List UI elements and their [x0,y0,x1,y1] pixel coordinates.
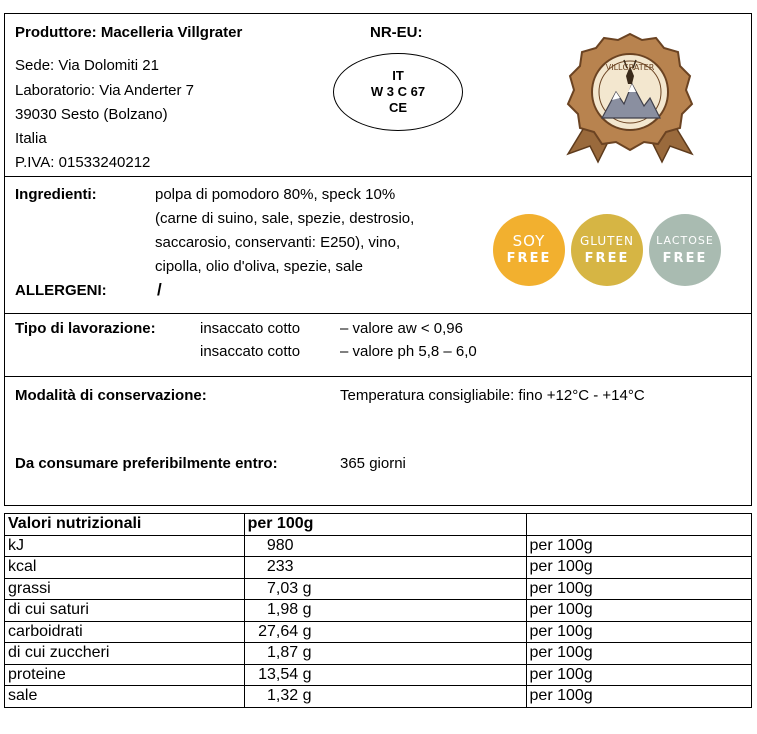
eu-identification-oval [333,53,463,131]
nutrient-unit: per 100g [526,557,751,579]
nutrient-unit: per 100g [526,686,751,708]
processing-label: Tipo di lavorazione: [15,320,156,337]
table-row [5,557,752,579]
address-laboratorio: Laboratorio: Via Anderter 7 [15,82,195,99]
nutrient-name: grassi [5,578,245,600]
storage-label: Modalità di conservazione: [15,387,207,404]
processing-value: – valore aw < 0,96 [340,320,463,337]
nutrient-name: di cui zuccheri [5,643,245,665]
nutrition-header-row [5,514,752,536]
producer-section [5,14,751,177]
nutrient-name: carboidrati [5,621,245,643]
nutrition-header-empty [526,514,751,536]
nutrient-name: sale [5,686,245,708]
nutrient-value: 7,03 g [244,578,526,600]
best-before-label: Da consumare preferibilmente entro: [15,455,278,472]
allergens-value: / [157,280,162,299]
address-city: 39030 Sesto (Bolzano) [15,106,168,123]
nutrient-name: proteine [5,664,245,686]
nutrient-unit: per 100g [526,664,751,686]
table-row [5,621,752,643]
oval-code: W 3 C 67 [370,84,426,99]
nutrition-header-per100: per 100g [244,514,526,536]
logo-text: VILLGRATER [605,63,655,72]
nutrient-unit: per 100g [526,535,751,557]
address-sede: Sede: Via Dolomiti 21 [15,57,159,74]
gluten-free-bottom: FREE [584,251,630,266]
ingredients-line: cipolla, olio d'oliva, spezie, sale [155,258,363,275]
nutrition-header-name: Valori nutrizionali [5,514,245,536]
producer-name: Produttore: Macelleria Villgrater [15,24,243,41]
oval-country: IT [392,68,404,83]
nutrient-name: kcal [5,557,245,579]
nutrient-unit: per 100g [526,578,751,600]
oval-ce: CE [388,100,408,115]
nutrient-unit: per 100g [526,600,751,622]
nutrient-value: 1,32 g [244,686,526,708]
processing-value: – valore ph 5,8 – 6,0 [340,343,477,360]
vat-number: P.IVA: 01533240212 [15,154,151,171]
nutrient-name: kJ [5,535,245,557]
storage-value: Temperatura consigliabile: fino +12°C - +14°C [340,387,645,404]
product-label [4,13,752,506]
nutrient-unit: per 100g [526,643,751,665]
nutrient-value: 13,54 g [244,664,526,686]
ingredients-line: polpa di pomodoro 80%, speck 10% [155,186,396,203]
nutrient-unit: per 100g [526,621,751,643]
gluten-free-top: GLUTEN [579,234,635,248]
ingredients-line: saccarosio, conservanti: E250), vino, [155,234,401,251]
processing-type: insaccato cotto [200,320,301,337]
ingredients-label: Ingredienti: [15,186,97,203]
table-row [5,535,752,557]
address-country: Italia [15,130,47,147]
table-row [5,578,752,600]
nutrition-table [4,513,752,708]
nutrient-value: 1,98 g [244,600,526,622]
nutrient-value: 233 [244,557,526,579]
lactose-free-badge [649,214,721,286]
nutrient-value: 980 [244,535,526,557]
table-row [5,600,752,622]
nreu-label: NR-EU: [370,24,423,41]
lactose-free-bottom: FREE [662,251,708,266]
gluten-free-badge [571,214,643,286]
soy-free-badge [493,214,565,286]
nutrient-value: 1,87 g [244,643,526,665]
lactose-free-top: LACTOSE [656,234,714,247]
table-row [5,643,752,665]
soy-free-bottom: FREE [506,251,552,266]
villgrater-logo-seal [560,26,700,166]
processing-section [5,314,751,377]
table-row [5,686,752,708]
nutrient-value: 27,64 g [244,621,526,643]
nutrient-name: di cui saturi [5,600,245,622]
soy-free-top: SOY [512,232,546,250]
table-row [5,664,752,686]
processing-type: insaccato cotto [200,343,301,360]
ingredients-line: (carne di suino, sale, spezie, destrosio, [155,210,415,227]
best-before-value: 365 giorni [340,455,406,472]
allergens-label: ALLERGENI: [15,282,107,299]
